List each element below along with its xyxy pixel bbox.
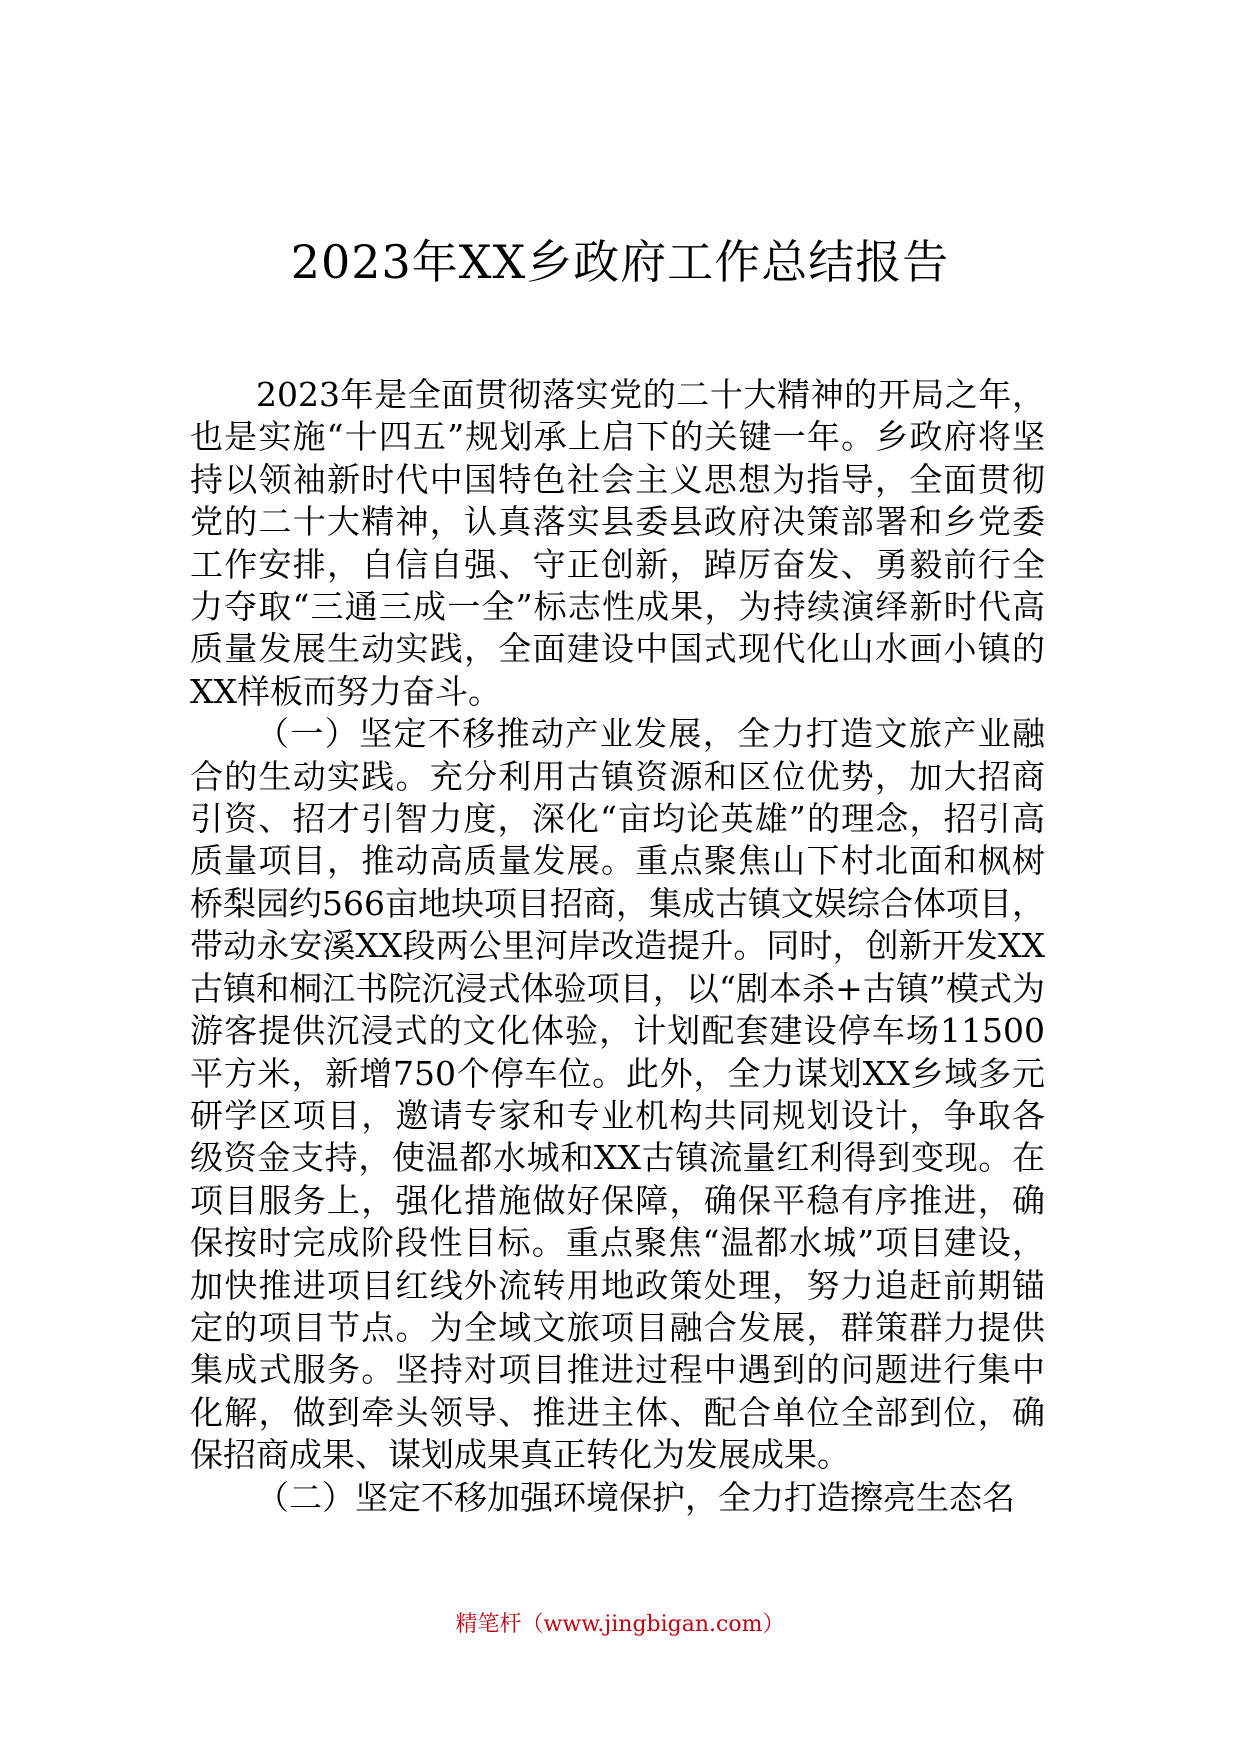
paragraph-section-2: （二）坚定不移加强环境保护，全力打造擦亮生态名 <box>256 1477 1015 1517</box>
paragraph-intro: 2023年是全面贯彻落实党的二十大精神的开局之年，也是实施“十四五”规划承上启下的关键一年。乡政府将坚持以领袖新时代中国特色社会主义思想为指导，全面贯彻党的二十大精神，认真落实县委县政府决策部署和乡党委工作安排，自信自强、守正创新，踔厉奋发、勇毅前行全力夺取“三通三成一全”标志性成果，为持续演绎新时代高质量发展生动实践，全面建设中国式现代化山水画小镇的XX样板而努力奋斗。 <box>190 375 1045 711</box>
footer-site-link[interactable]: 精笔杆（www.jingbigan.com） <box>455 1612 785 1637</box>
paragraph-section-1: （一）坚定不移推动产业发展，全力打造文旅产业融合的生动实践。充分利用古镇资源和区位优势，加大招商引资、招才引智力度，深化“亩均论英雄”的理念，招引高质量项目，推动高质量发展。重点聚焦山下村北面和枫树桥梨园约566亩地块项目招商，集成古镇文娱综合体项目，带动永安溪XX段两公里河岸改造提升。同时，创新开发XX古镇和桐江书院沉浸式体验项目，以“剧本杀+古镇”模式为游客提供沉浸式的文化体验，计划配套建设停车场11500平方米，新增750个停车位。此外，全力谋划XX乡域多元研学区项目，邀请专家和专业机构共同规划设计，争取各级资金支持，使温都水城和XX古镇流量红利得到变现。在项目服务上，强化措施做好保障，确保平稳有序推进，确保按时完成阶段性目标。重点聚焦“温都水城”项目建设，加快推进项目红线外流转用地政策处理，努力追赶前期锚定的项目节点。为全域文旅项目融合发展，群策群力提供集成式服务。坚持对项目推进过程中遇到的问题进行集中化解，做到牵头领导、推进主体、配合单位全部到位，确保招商成果、谋划成果真正转化为发展成果。 <box>190 714 1045 1475</box>
footer-watermark <box>0 1610 1240 1640</box>
document-body <box>190 374 1045 1519</box>
document-title: 2023年XX乡政府工作总结报告 <box>290 235 950 289</box>
